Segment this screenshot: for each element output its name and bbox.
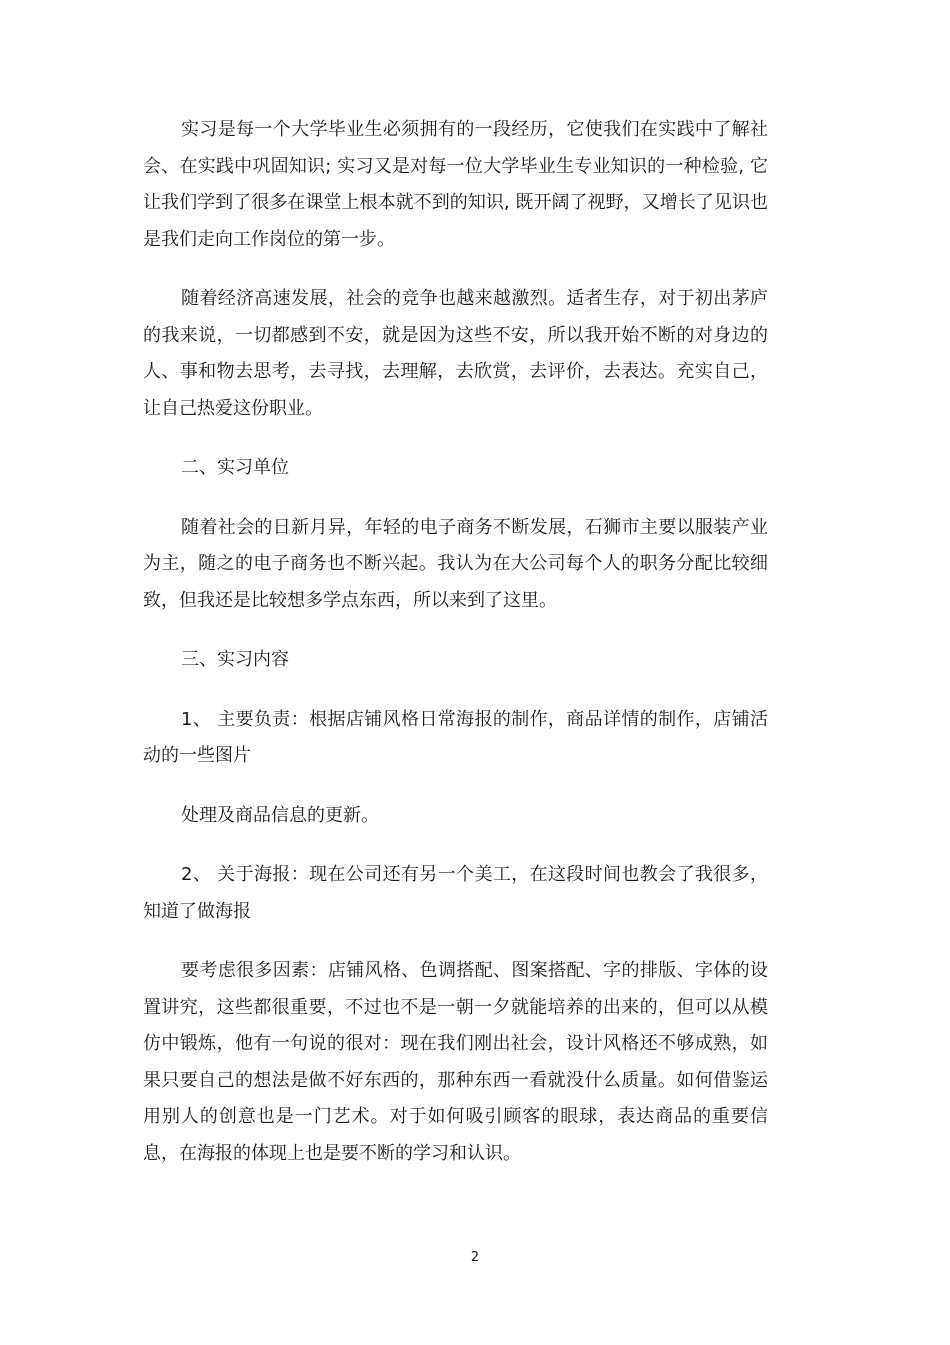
section-heading-internship-content: 三、实习内容 <box>181 649 289 670</box>
section-heading-internship-unit: 二、实习单位 <box>181 457 289 478</box>
document-body <box>143 112 768 1195</box>
page-number: 2 <box>470 1250 480 1265</box>
paragraph-competition: 随着经济高速发展，社会的竞争也越来越激烈。适者生存，对于初出茅庐的我来说，一切都感到不安，就是因为这些不安，所以我开始不断的对身边的人、事和物去思考，去寻找，去理解，去欣赏，去评价，去表达。充实自己，让自己热爱这份职业。 <box>143 288 768 419</box>
paragraph-internship-intro: 实习是每一个大学毕业生必须拥有的一段经历，它使我们在实践中了解社会、在实践中巩固知识; 实习又是对每一位大学毕业生专业知识的一种检验, 它让我们学到了很多在课堂上根本就不到的知识, 既开阔了视野，又增长了见识也是我们走向工作岗位的第一步。 <box>143 119 768 250</box>
list-item-main-duties: 1、 主要负责：根据店铺风格日常海报的制作，商品详情的制作，店铺活动的一些图片 <box>143 708 768 766</box>
paragraph-poster-factors: 要考虑很多因素：店铺风格、色调搭配、图案搭配、字的排版、字体的设置讲究，这些都很重要，不过也不是一朝一夕就能培养的出来的，但可以从模仿中锻炼，他有一句说的很对：现在我们刚出社会，设计风格还不够成熟，如果只要自己的想法是做不好东西的，那种东西一看就没什么质量。如何借鉴运用别人的创意也是一门艺术。对于如何吸引顾客的眼球，表达商品的重要信息，在海报的体现上也是要不断的学习和认识。 <box>143 960 768 1164</box>
list-item-posters: 2、 关于海报：现在公司还有另一个美工，在这段时间也教会了我很多，知道了做海报 <box>143 864 768 922</box>
paragraph-unit-description: 随着社会的日新月异，年轻的电子商务不断发展，石狮市主要以服装产业为主，随之的电子商务也不断兴起。我认为在大公司每个人的职务分配比较细致，但我还是比较想多学点东西，所以来到了这里。 <box>143 516 768 611</box>
paragraph-duties-continued: 处理及商品信息的更新。 <box>181 804 379 826</box>
